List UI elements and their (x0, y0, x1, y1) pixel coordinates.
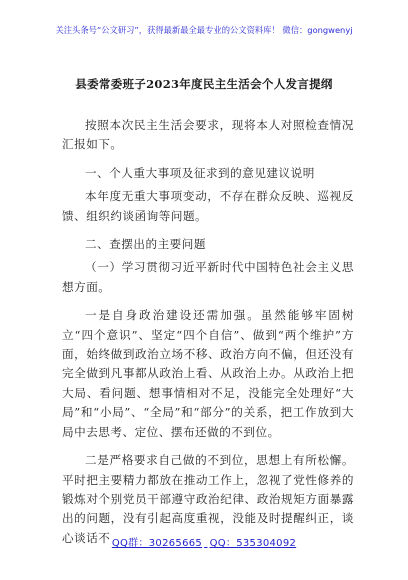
body-paragraph: 二是严格要求自己做的不到位，思想上有所松懈。平时把主要精力都放在推动工作上，忽视了党性修养的锻炼对个别党员干部遵守政治纪律、政治规矩方面暴露出的问题，没有引起高度重视，没能及时提醒纠正，谈心谈话不 (62, 453, 354, 545)
footer-qq-group: QQ群：30265665 (111, 538, 203, 549)
document-body (62, 116, 354, 557)
body-paragraph: 本年度无重大事项变动，不存在群众反映、巡视反馈、组织约谈函询等问题。 (62, 189, 354, 223)
section-heading-2: 二、查摆出的主要问题 (85, 237, 206, 252)
footer-contacts (0, 534, 408, 549)
document-title: 县委常委班子2023年度民主生活会个人发言提纲 (75, 77, 333, 91)
subsection-heading: （一）学习贯彻习近平新时代中国特色社会主义思想方面。 (62, 260, 354, 294)
body-paragraph: 一是自身政治建设还需加强。虽然能够牢固树立“四个意识”、坚定“四个自信”、做到“两个维护”方面，始终做到政治立场不移、政治方向不偏，但还没有完全做到凡事都从政治上看、从政治上办。从政治上把大局、看问题、想事情相对不足，没能完全处理好“大局”和“小局”、“全局”和“部分”的关系，把工作放到大局中去思考、定位、摆布还做的不到位。 (62, 308, 354, 439)
intro-paragraph: 按照本次民主生活会要求，现将本人对照检查情况汇报如下。 (62, 118, 354, 152)
header-promo-note: 关注头条号“公文研习”，获得最新最全最专业的公文资料库！ 微信：gongwenyj (55, 25, 353, 35)
section-heading-1: 一、个人重大事项及征求到的意见建议说明 (85, 165, 315, 180)
footer-qq: QQ：535304092 (209, 538, 297, 549)
